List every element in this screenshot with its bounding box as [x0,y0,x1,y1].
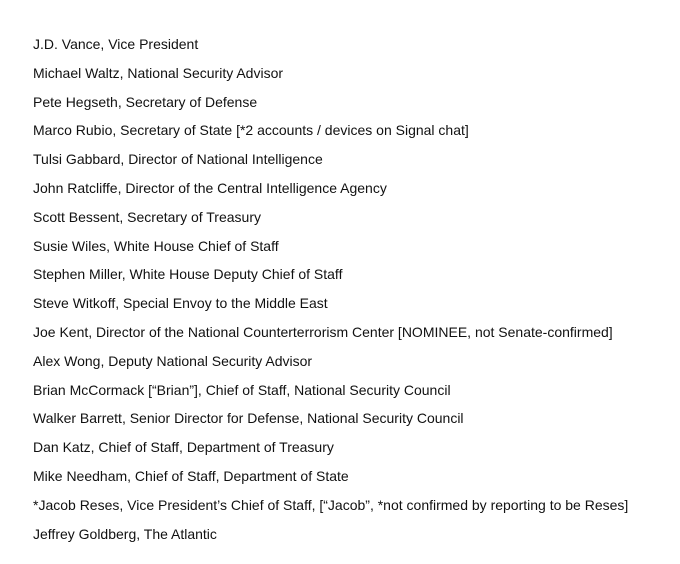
list-line: Susie Wiles, White House Chief of Staff [33,237,279,254]
list-line: Tulsi Gabbard, Director of National Intelligence [33,151,323,168]
list-line: Scott Bessent, Secretary of Treasury [33,208,261,225]
list-line: Steve Witkoff, Special Envoy to the Middle East [33,295,328,312]
list-line: *Jacob Reses, Vice President’s Chief of Staff, [“Jacob”, *not confirmed by reporting to be Reses] [33,496,629,513]
list-line: Walker Barrett, Senior Director for Defense, National Security Council [33,410,464,427]
participant-list [33,35,673,553]
list-line: Jeffrey Goldberg, The Atlantic [33,525,217,542]
list-line: Pete Hegseth, Secretary of Defense [33,93,258,110]
list-line: Stephen Miller, White House Deputy Chief of Staff [33,266,343,283]
list-line: J.D. Vance, Vice President [33,36,199,52]
list-line: Marco Rubio, Secretary of State [*2 accounts / devices on Signal chat] [33,122,469,139]
list-line: Dan Katz, Chief of Staff, Department of Treasury [33,439,334,456]
list-line: Alex Wong, Deputy National Security Advisor [33,352,313,369]
list-line: Mike Needham, Chief of Staff, Department of State [33,467,349,484]
list-line: John Ratcliffe, Director of the Central Intelligence Agency [33,179,387,196]
list-line: Brian McCormack [“Brian”], Chief of Staff, National Security Council [33,381,451,398]
list-line: Joe Kent, Director of the National Counterterrorism Center [NOMINEE, not Senate-confirmed] [33,323,613,340]
list-line: Michael Waltz, National Security Advisor [33,64,284,81]
